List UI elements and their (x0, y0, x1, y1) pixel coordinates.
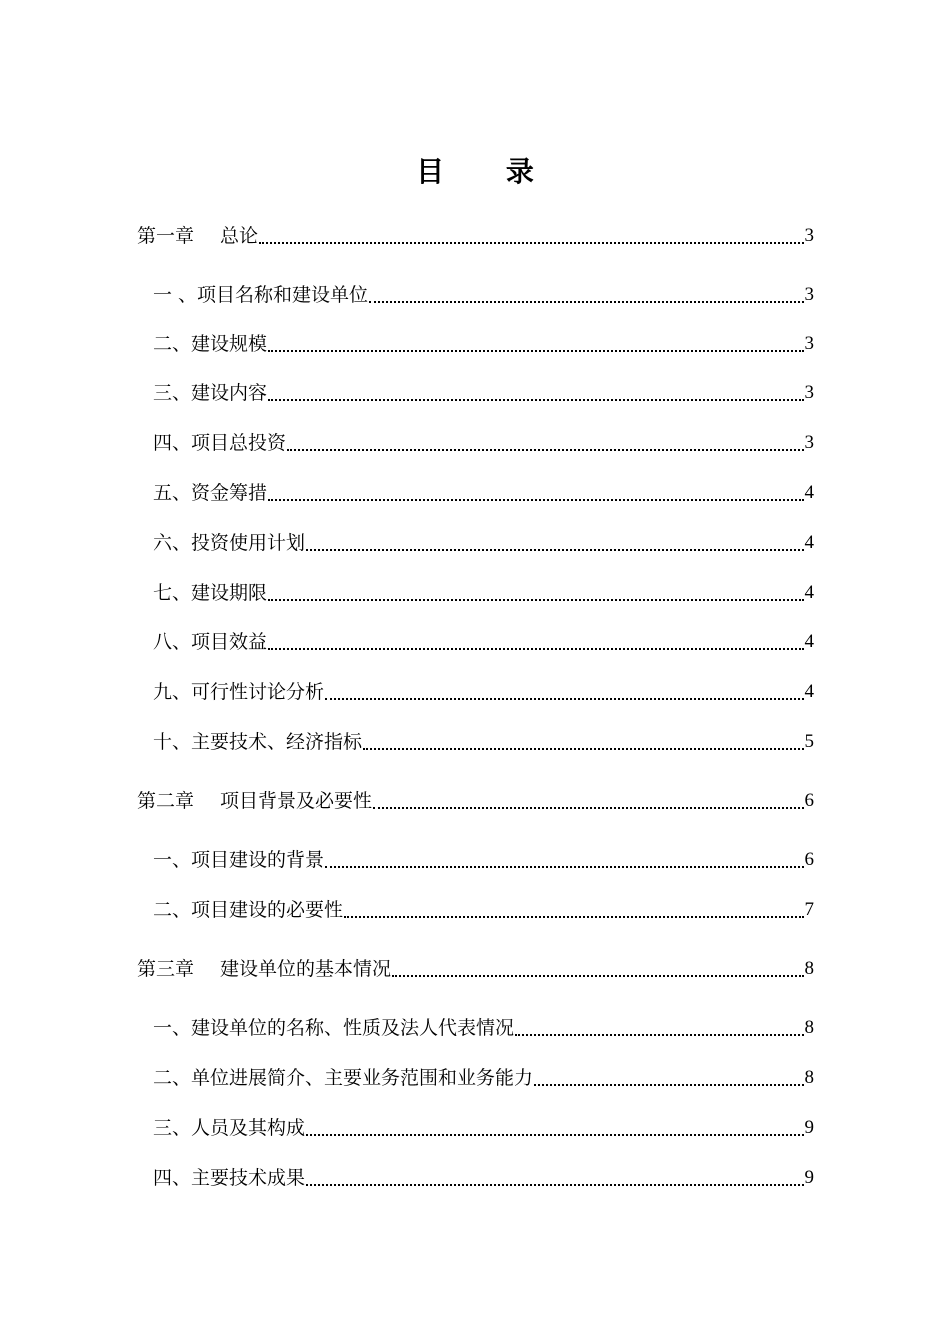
page-title: 目 录 (416, 155, 560, 188)
dot-leader (515, 1034, 803, 1036)
toc-section-label: 四、主要技术成果 (153, 1167, 306, 1189)
toc-page-number: 8 (804, 958, 814, 979)
dot-leader (306, 549, 803, 551)
toc-section-3-2[interactable] (153, 1060, 814, 1090)
toc-chapter-2[interactable] (137, 783, 814, 813)
toc-section-1-7[interactable] (153, 575, 814, 605)
dot-leader (306, 1134, 803, 1136)
dot-leader (325, 698, 803, 700)
toc-section-label: 一、建设单位的名称、性质及法人代表情况 (153, 1017, 515, 1039)
dot-leader (534, 1084, 803, 1086)
toc-page-number: 4 (804, 631, 814, 652)
dot-leader (268, 599, 803, 601)
toc-chapter-title: 总论 (220, 225, 259, 247)
toc-page-number: 9 (804, 1117, 814, 1138)
toc-page-number: 5 (804, 731, 814, 752)
toc-section-label: 十、主要技术、经济指标 (153, 731, 363, 753)
toc-section-2-2[interactable] (153, 892, 814, 922)
dot-leader (268, 399, 803, 401)
dot-leader (344, 916, 803, 918)
toc-page-number: 4 (804, 482, 814, 503)
dot-leader (373, 807, 803, 809)
toc-chapter-title: 建设单位的基本情况 (220, 958, 392, 980)
toc-section-1-3[interactable] (153, 375, 814, 405)
toc-section-label: 六、投资使用计划 (153, 532, 306, 554)
toc-section-1-1[interactable] (153, 277, 814, 307)
toc-page-number: 7 (804, 899, 814, 920)
toc-section-label: 二、建设规模 (153, 333, 268, 355)
toc-section-1-9[interactable] (153, 674, 814, 704)
toc-section-label: 三、人员及其构成 (153, 1117, 306, 1139)
toc-chapter-label: 第一章 (137, 225, 195, 247)
toc-page-number: 3 (804, 333, 814, 354)
toc-page-number: 3 (804, 225, 814, 246)
toc-section-label: 二、项目建设的必要性 (153, 899, 344, 921)
dot-leader (363, 748, 803, 750)
toc-section-label: 一 、项目名称和建设单位 (153, 284, 369, 306)
dot-leader (325, 866, 803, 868)
dot-leader (268, 648, 803, 650)
toc-page-number: 9 (804, 1167, 814, 1188)
toc-section-3-4[interactable] (153, 1160, 814, 1190)
toc-section-1-6[interactable] (153, 525, 814, 555)
toc-page-number: 3 (804, 382, 814, 403)
toc-chapter-label: 第三章 (137, 958, 195, 980)
toc-section-1-5[interactable] (153, 475, 814, 505)
toc-chapter-3[interactable] (137, 951, 814, 981)
toc-section-label: 二、单位进展简介、主要业务范围和业务能力 (153, 1067, 534, 1089)
dot-leader (259, 242, 803, 244)
toc-section-3-1[interactable] (153, 1010, 814, 1040)
toc-section-label: 九、可行性讨论分析 (153, 681, 325, 703)
toc-page-number: 6 (804, 849, 814, 870)
toc-page-number: 4 (804, 582, 814, 603)
toc-page-number: 3 (804, 432, 814, 453)
toc-section-label: 三、建设内容 (153, 382, 268, 404)
toc-section-label: 四、项目总投资 (153, 432, 287, 454)
toc-page-number: 8 (804, 1067, 814, 1088)
toc-section-2-1[interactable] (153, 842, 814, 872)
toc-section-label: 八、项目效益 (153, 631, 268, 653)
toc-page-number: 3 (804, 284, 814, 305)
toc-page-number: 4 (804, 532, 814, 553)
toc-page-number: 8 (804, 1017, 814, 1038)
toc-section-1-2[interactable] (153, 326, 814, 356)
dot-leader (287, 449, 803, 451)
dot-leader (306, 1184, 803, 1186)
toc-section-1-4[interactable] (153, 425, 814, 455)
toc-section-1-8[interactable] (153, 624, 814, 654)
toc-chapter-1[interactable] (137, 218, 814, 248)
dot-leader (268, 350, 803, 352)
dot-leader (392, 975, 803, 977)
toc-section-label: 七、建设期限 (153, 582, 268, 604)
dot-leader (268, 499, 803, 501)
toc-section-label: 五、资金筹措 (153, 482, 268, 504)
toc-section-label: 一、项目建设的背景 (153, 849, 325, 871)
toc-section-1-10[interactable] (153, 724, 814, 754)
toc-page-number: 4 (804, 681, 814, 702)
toc-section-3-3[interactable] (153, 1110, 814, 1140)
toc-chapter-label: 第二章 (137, 790, 195, 812)
toc-page-number: 6 (804, 790, 814, 811)
dot-leader (369, 301, 803, 303)
toc-chapter-title: 项目背景及必要性 (220, 790, 373, 812)
